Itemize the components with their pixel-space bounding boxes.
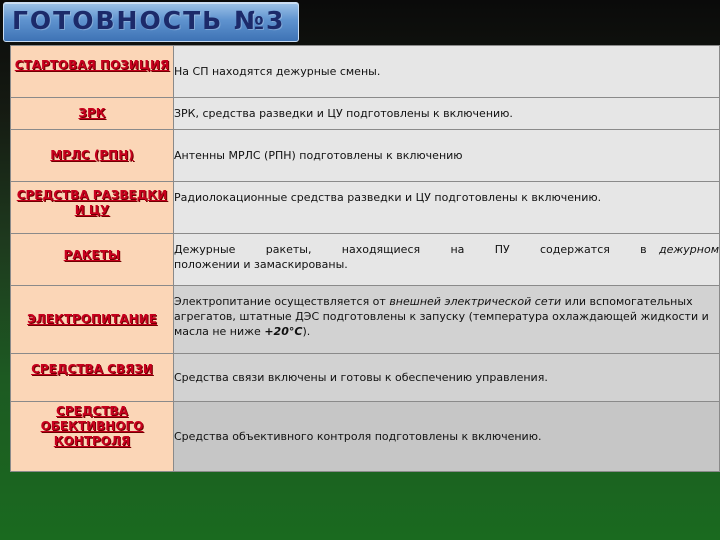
description-text: Электропитание осуществляется от [174, 295, 386, 308]
table-row [11, 46, 720, 98]
description-emphasis: внешней электрической сети [389, 295, 562, 308]
category-cell: СТАРТОВАЯ ПОЗИЦИЯ [11, 46, 174, 98]
description-cell: ЗРК, средства разведки и ЦУ подготовлены к включению. [174, 98, 720, 130]
description-cell: На СП находятся дежурные смены. [174, 46, 720, 98]
temperature-value: +20°С [264, 325, 303, 338]
category-cell: ЗРК [11, 98, 174, 130]
description-cell: Средства объективного контроля подготовлены к включению. [174, 402, 720, 472]
category-cell: МРЛС (РПН) [11, 130, 174, 182]
description-text: или вспомогательных агрегатов, штатные ДЭС подготовлены к запуску (температура охлаждающей жидкости и масла не ниже [174, 295, 709, 338]
description-cell: Радиолокационные средства разведки и ЦУ подготовлены к включению. [174, 182, 720, 234]
category-cell: СРЕДСТВА РАЗВЕДКИ И ЦУ [11, 182, 174, 234]
description-cell: Средства связи включены и готовы к обеспечению управления. [174, 354, 720, 402]
table-row [11, 286, 720, 354]
description-text: Дежурные ракеты, находящиеся на ПУ содержатся в [174, 243, 647, 256]
category-cell: СРЕДСТВА ОБЕКТИВНОГО КОНТРОЛЯ [11, 402, 174, 472]
readiness-table [10, 45, 720, 472]
description-cell: Антенны МРЛС (РПН) подготовлены к включению [174, 130, 720, 182]
table-row [11, 182, 720, 234]
table-row [11, 98, 720, 130]
category-cell: РАКЕТЫ [11, 234, 174, 286]
table-row [11, 402, 720, 472]
title-banner [3, 2, 299, 42]
table-row [11, 354, 720, 402]
category-cell: ЭЛЕКТРОПИТАНИЕ [11, 286, 174, 354]
description-cell [174, 286, 720, 354]
description-emphasis: дежурном [659, 243, 719, 256]
description-cell [174, 234, 720, 286]
description-text: ). [302, 325, 311, 338]
table-row [11, 234, 720, 286]
description-text: положении и замаскированы. [174, 258, 348, 271]
table-row [11, 130, 720, 182]
category-cell: СРЕДСТВА СВЯЗИ [11, 354, 174, 402]
page-title: ГОТОВНОСТЬ №3 [12, 6, 286, 35]
